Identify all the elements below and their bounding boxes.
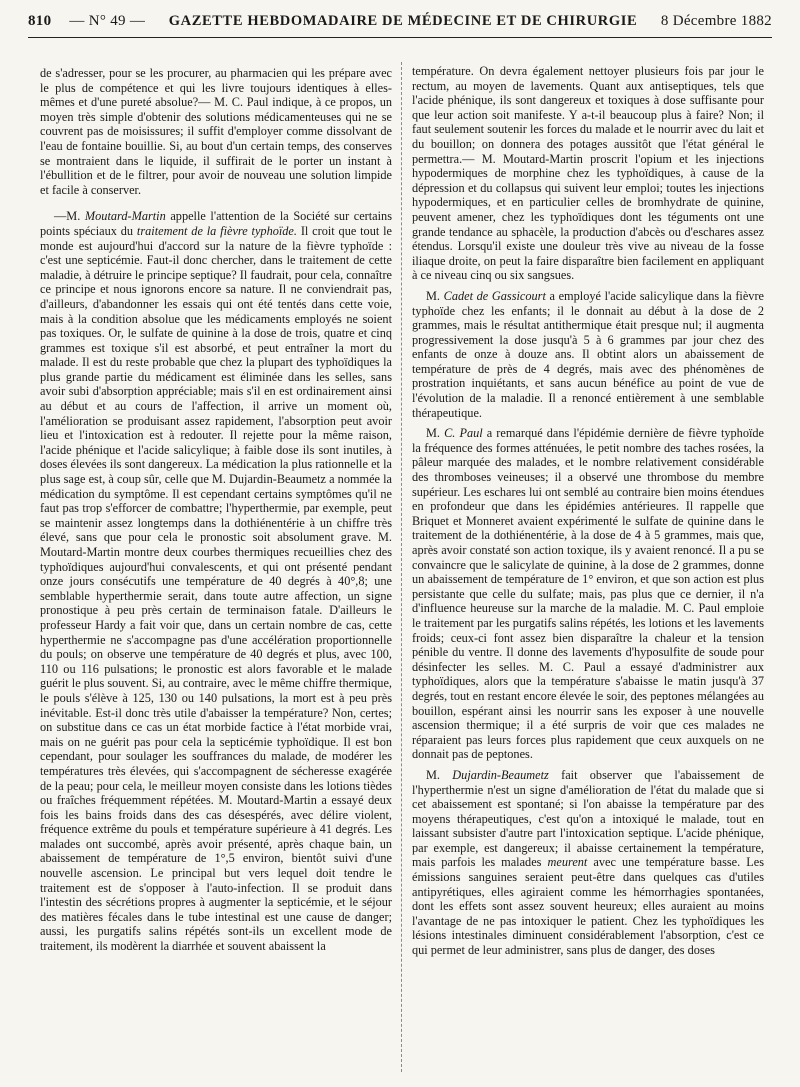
page-header <box>28 6 772 36</box>
text-run: appelle l'attention de la Société sur certains points spéciaux du <box>40 209 392 238</box>
header-rule <box>28 37 772 38</box>
speaker-name: Cadet de Gassicourt <box>443 288 546 303</box>
text-run: M. <box>426 288 441 303</box>
issue-date: 8 Décembre 1882 <box>660 12 772 29</box>
paragraph: de s'adresser, pour se les procurer, au pharmacien qui les prépare avec le plus de compétence et qui les livre toujours identiques à elles-mêmes et d'une pureté absolue?— M. C. Paul indique, à ce propos, un moyen très simple d'obtenir des solutions médicamenteuses qui ne se couvrent pas de moisissures; il suffit d'employer comme dissolvant de l'eau de fontaine bouillie. Si, au bout d'un certain temps, des conserves se montraient dans le liquide, il suffirait de le porter un instant à l'ébullition et de le filtrer, pour avoir de nouveau une solution limpide et facile à conserver. <box>40 66 392 197</box>
speaker-name: Moutard-Martin <box>84 209 166 224</box>
text-run: a employé l'acide salicylique dans la fièvre typhoïde chez les enfants; il le donnait au début à la dose de 2 grammes, mais le résultat antithermique était presque nul; il augmenta progressivement la dose jusqu'à 5 à 6 grammes par jour chez des enfants de onze à douze ans. Il obtint alors un abaissement de température de près de 4 degrés, mais avec des phénomènes de prostration inquiétants, et sans aucun bénéfice au point de vue de l'évolution de la maladie. Il a renoncé entièrement à une semblable thérapeutique. <box>412 288 765 420</box>
text-run: a remarqué dans l'épidémie dernière de fièvre typhoïde la fréquence des formes atténuées, le petit nombre des taches rosées, la pâleur marquée des malades, et le nombre relativement considérable des thromboses veineuses; il a observé une thrombose du membre supérieur. Les eschares lui ont semblé au contraire bien moins étendues en profondeur que dans les épidémies antérieures. Il rappelle que Briquet et Monneret avaient expérimenté le sulfate de quinine dans le traitement de la dothiénentérie, à la dose de 4 à 5 grammes, mais que, après avoir constaté son action toxique, ils y avaient renoncé. Il a pu se convaincre que le salicylate de quinine, à la dose de 2 grammes, donne un abaissement de température de 1° environ, et que son action est plus persistante que celle du sulfate; mais, pas plus que ce dernier, il n'a d'influence heureuse sur la marche de la maladie. M. C. Paul emploie le traitement par les purgatifs salins répétés, les lotions et les lavements froids; ceux-ci font assez bien disparaître la chaleur et la tension pénible du ventre. Il donne des lavements d'hyposulfite de soude pour désinfecter les selles. M. C. Paul a essayé d'administrer aux typhoïdiques, alors que la température s'abaisse le matin jusqu'à 37 degrés, tout en restant encore élevée le soir, des peptones mélangées au bouillon, espérant ainsi les nourrir sans les exposer à une nouvelle ascension thermique; il a été surpris de voir que ces malades ne réparaient pas leurs forces plus rapidement que ceux auxquels on ne donnait pas de peptones. <box>412 426 764 762</box>
right-column <box>412 64 764 958</box>
left-column <box>40 66 392 954</box>
paragraph <box>40 209 392 953</box>
paragraph <box>412 426 764 762</box>
speaker-name: C. Paul <box>444 426 483 441</box>
speaker-name: Dujardin-Beaumetz <box>452 767 549 782</box>
text-run: Il croit que tout le monde est aujourd'hui d'accord sur la nature de la fièvre typhoïde : c'est une septicémie. Faut-il donc chercher, dans le traitement de cette maladie, à détruire le principe septique? Il faudrait, pour cela, connaître ce principe et nous ignorons encore sa nature. Il ne conviendrait pas, d'ailleurs, d'abandonner les essais qui ont été tentés dans cette voie, mais à la condition absolue que les médicaments employés ne soient pas toxiques. Or, le sulfate de quinine à la dose de trois, quatre et cinq grammes est toxique s'il est absorbé, et peut entraîner la mort du malade. Il est du reste probable que chez la plupart des typhoïdiques la plus grande partie du médicament est éliminée dans les selles, sans avoir subi d'absorption appréciable; mais s'il en est ordinairement ainsi au début et au cours de l'affection, il arrive un moment où, l'amélioration se produisant assez rapidement, l'absorption peut avoir lieu et l'intoxication est à redouter. Il rejette pour la même raison, l'acide phénique et l'acide salicylique; à faible dose ils sont inutiles, à doses élevées ils sont dangereux. La médication la plus rationnelle et la plus sage est, à coup sûr, celle que M. Dujardin-Beaumetz a nommée la médication du symptôme. Il est cependant certains symptômes qu'il ne faut pas trop s'efforcer de combattre; l'hyperthermie, par exemple, peut se maintenir assez longtemps dans la dothiénentérie à un chiffre très élevé, sans que pour cela le pronostic soit absolument grave. M. Moutard-Martin montre deux courbes thermiques recueillies chez des typhoïdiques aujourd'hui convalescents, et qui ont présenté pendant onze jours consécutifs une température de 40 degrés à 40°,8; une semblable hyperthermie serait, dans toute autre affection, un signe pronostique à peu près certain de terminaison fatale. D'ailleurs le professeur Hardy a fait voir que, dans un certain nombre de cas, cette hyperthermie ne s'accompagne pas d'une accélération proportionnelle du pouls; on observe une température de 40 degrés et plus, avec 100, 110 ou 116 pulsations; le pronostic est alors favorable et le malade guérit le plus souvent. Si, au contraire, avec le même chiffre thermique, le pouls s'élève à 125, 130 ou 140 pulsations, la mort est à peu près inévitable. Est-il donc très utile d'abaisser la température? Non, certes; on substitue dans ce cas un état morbide factice à l'état morbide vrai, mais on ne guérit pas pour cela la septicémie typhoïdique. Il est bon cependant, pour soulager les souffrances du malade, de modérer les températures très élevées, qui s'accompagnent de sécheresse exagérée de la peau; pour cela, le meilleur moyen consiste dans les lotions tièdes ou fraîches fréquemment répétées. M. Moutard-Martin a essayé deux fois les bains froids dans des cas désespérés, avec délire violent, fréquence extrême du pouls et température supérieure à 41 degrés. Les malades ont succombé, après avoir présenté, après chaque bain, un abaissement de température de 1°,5 environ, bientôt suivi d'une nouvelle ascension. Le principal but vers lequel doit tendre le traitement est de s'opposer à l'auto-infection. Il se produit dans l'intestin des sécrétions propres à augmenter la septicémie, et le séjour des matières fécales dans le tube intestinal est une cause de danger; aussi, les purgatifs salins répétés sont-ils un excellent mode de traitement, ils modèrent la diarrhée et souvent abaissent la <box>40 223 393 954</box>
column-divider <box>401 62 402 1072</box>
paragraph <box>412 768 764 958</box>
text-run: fait observer que l'abaissement de l'hyperthermie n'est un signe d'amélioration de l'état du malade que si cet abaissement est spontané; si l'on abaisse la température par des moyens thérapeutiques, c'est qu'on a intoxiqué le malade, tout en laissant subsister d'autre part l'intoxication septique. L'acide phénique, par exemple, est dangereux; il abaisse certainement la température, mais parfois les malades <box>412 767 765 870</box>
text-run: avec une température basse. Les émissions sanguines seraient peut-être dans quelques cas d'utiles antipyrétiques, elles agiraient comme les hémorrhagies spontanées, dont les effets sont assez souvent heureux; elles auraient au moins l'avantage de ne pas intoxiquer le patient. Chez les typhoïdiques les lésions intestinales diminuent considérablement l'absorption, c'est ce qui permet de leur administrer, sans plus de danger, des doses <box>412 855 765 958</box>
emphasis: meurent <box>547 855 588 870</box>
topic-title: traitement de la fièvre typhoïde. <box>136 223 297 238</box>
text-run: M. <box>426 767 441 782</box>
paragraph: température. On devra également nettoyer plusieurs fois par jour le rectum, au moyen de lavements. Quant aux antiseptiques, tels que l'acide phénique, ils sont dangereux et toxiques à dose suffisante pour que leur action soit manifeste. Y a-t-il beaucoup plus à faire? Non; il faut seulement soutenir les forces du malade et le nourrir avec du lait et du bouillon; on donnera des potages aussitôt que l'état général le permettra.— M. Moutard-Martin proscrit l'opium et les injections hypodermiques de morphine chez les typhoïdiques, à cause de la dépression et du collapsus qui suivent leur emploi; toutes les injections hypodermiques, et en particulier celles de bromhydrate de quinine, peuvent amener, chez les typhoïdiques dont les téguments ont une grande tendance au sphacèle, la production d'abcès ou d'eschares assez étendus. Lorsqu'il existe une douleur très vive au niveau de la fosse iliaque droite, on peut la faire disparaître bien facilement en appliquant à ce niveau cinq ou six sangsues. <box>412 64 764 283</box>
text-run: —M. <box>54 209 81 224</box>
issue-number: — N° 49 — <box>69 12 146 29</box>
page-number: 810 <box>28 12 52 29</box>
journal-title: GAZETTE HEBDOMADAIRE DE MÉDECINE ET DE CHIRURGIE <box>168 12 638 29</box>
text-run: M. <box>426 426 441 441</box>
paragraph <box>412 289 764 420</box>
